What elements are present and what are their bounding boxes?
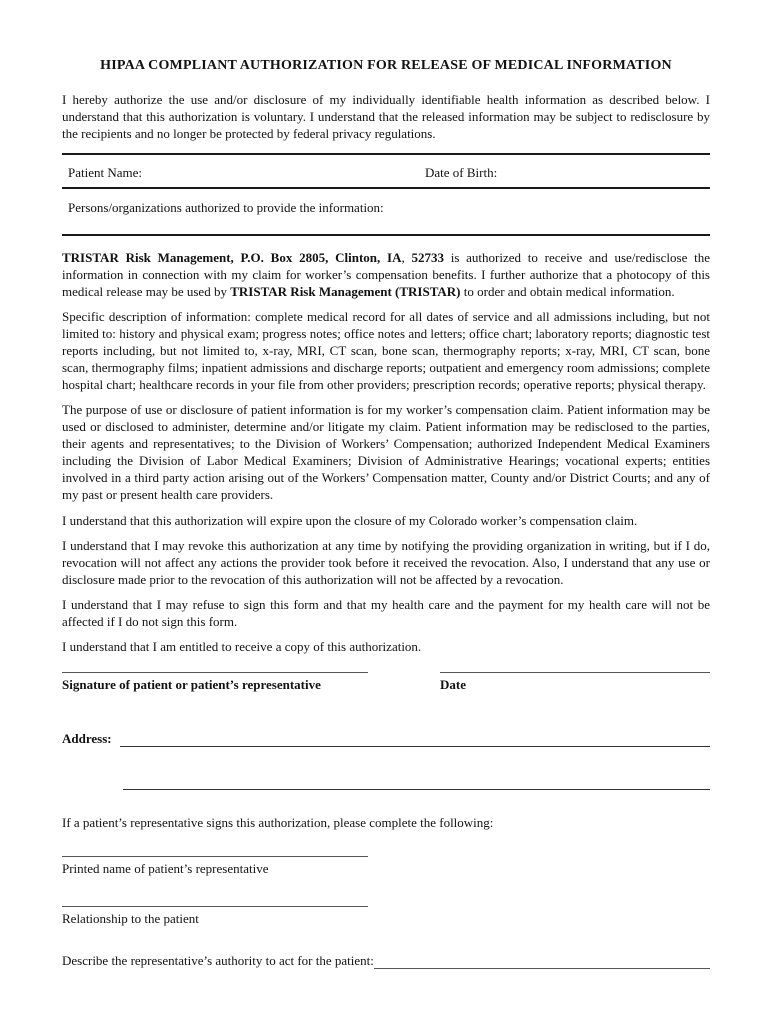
purpose-paragraph: The purpose of use or disclosure of patient information is for my worker’s compensation claim. Patient information may be used or disclosed to administer, determine and/or litigate my claim. Patient information may be redisclosed to the parties, their agents and representatives; to the Division of Workers’ Compensation; authorized Independent Medical Examiners including the Division of Labor Medical Examiners; Division of Administrative Hearings; vocational experts; entities involved in a third party action arising out of the Workers’ Compensation matter, County and/or District Courts; and any of my past or present health care providers. bbox=[62, 402, 710, 502]
authority-label: Describe the representative’s authority to act for the patient: bbox=[62, 953, 374, 968]
address-label: Address: bbox=[62, 731, 112, 746]
printed-name-line[interactable] bbox=[62, 856, 368, 857]
tristar-authorization-paragraph bbox=[62, 249, 710, 300]
patient-name-field bbox=[68, 164, 425, 181]
date-line[interactable] bbox=[440, 672, 710, 673]
intro-paragraph: I hereby authorize the use and/or disclosure of my individually identifiable health information as described below. I understand that this authorization is voluntary. I understand that the released information may be subject to redisclosure by the recipients and no longer be protected by federal privacy regulations. bbox=[62, 92, 710, 141]
relationship-line[interactable] bbox=[62, 906, 368, 907]
representative-intro: If a patient’s representative signs this authorization, please complete the following: bbox=[62, 815, 494, 830]
tristar-body-text-2: to order and obtain medical information. bbox=[460, 284, 675, 299]
signature-line[interactable] bbox=[62, 672, 368, 673]
printed-name-field bbox=[62, 856, 368, 877]
tristar-comma-text: , bbox=[401, 250, 412, 265]
date-field bbox=[440, 672, 710, 693]
tristar-org-text: TRISTAR Risk Management (TRISTAR) bbox=[230, 284, 461, 299]
patient-name-input-area[interactable] bbox=[142, 164, 425, 181]
date-of-birth-label: Date of Birth: bbox=[425, 165, 498, 180]
signature-field bbox=[62, 672, 368, 693]
address-line-1[interactable] bbox=[120, 731, 710, 747]
printed-name-label: Printed name of patient’s representative bbox=[62, 861, 269, 876]
patient-info-row bbox=[62, 155, 710, 187]
persons-authorized-field bbox=[62, 189, 710, 234]
acknowledgement-copy: I understand that I am entitled to receive a copy of this authorization. bbox=[62, 639, 422, 654]
document-title: HIPAA COMPLIANT AUTHORIZATION FOR RELEASE OF MEDICAL INFORMATION bbox=[100, 58, 672, 73]
persons-authorized-label: Persons/organizations authorized to provide the information: bbox=[68, 200, 384, 215]
relationship-label: Relationship to the patient bbox=[62, 911, 199, 926]
tristar-recipient-text: TRISTAR Risk Management, P.O. Box 2805, Clinton, IA bbox=[62, 250, 402, 265]
tristar-body-text-1: is authorized to receive and use/redisclose the information in connection with my claim for worker’s compensation benefits. I further authorize that a photocopy of this medical release may be used by bbox=[62, 250, 711, 299]
signature-date-row bbox=[62, 672, 710, 693]
authority-field bbox=[62, 952, 710, 969]
date-label: Date bbox=[440, 677, 466, 692]
tristar-zip-text: 52733 bbox=[411, 250, 444, 265]
persons-authorized-input-area[interactable] bbox=[384, 199, 710, 216]
acknowledgement-revoke: I understand that I may revoke this authorization at any time by notifying the providing organization in writing, but if I do, revocation will not affect any actions the provider took before it received the revocation. Also, I understand that any use or disclosure made prior to the revocation of this authorization will not be affected by a revocation. bbox=[62, 538, 710, 587]
signature-label: Signature of patient or patient’s representative bbox=[62, 677, 321, 692]
date-of-birth-input-area[interactable] bbox=[497, 164, 710, 181]
acknowledgement-expire: I understand that this authorization will expire upon the closure of my Colorado worker’s compensation claim. bbox=[62, 513, 638, 528]
section-divider-persons bbox=[62, 234, 710, 236]
description-paragraph: Specific description of information: complete medical record for all dates of service and all admissions including, but not limited to: history and physical exam; progress notes; office notes and letters; office chart; laboratory reports; diagnostic test reports including, but not limited to, x-ray, MRI, CT scan, bone scan, thermography reports; x-ray, MRI, CT scan, bone scan, thermography films; inpatient admissions and discharge reports; outpatient and emergency room admissions; complete hospital chart; healthcare records in your file from other providers; prescription records; operative reports; physical therapy. bbox=[62, 309, 710, 392]
address-field bbox=[62, 730, 710, 747]
patient-name-label: Patient Name: bbox=[68, 165, 143, 180]
signature-date-spacer bbox=[368, 672, 440, 693]
relationship-field bbox=[62, 906, 368, 927]
date-of-birth-field bbox=[425, 164, 710, 181]
authority-line[interactable] bbox=[374, 953, 710, 969]
acknowledgement-refuse: I understand that I may refuse to sign this form and that my health care and the payment for my health care will not be affected if I do not sign this form. bbox=[62, 597, 710, 629]
address-line-2[interactable] bbox=[123, 774, 710, 790]
address-field-continued bbox=[123, 774, 710, 790]
